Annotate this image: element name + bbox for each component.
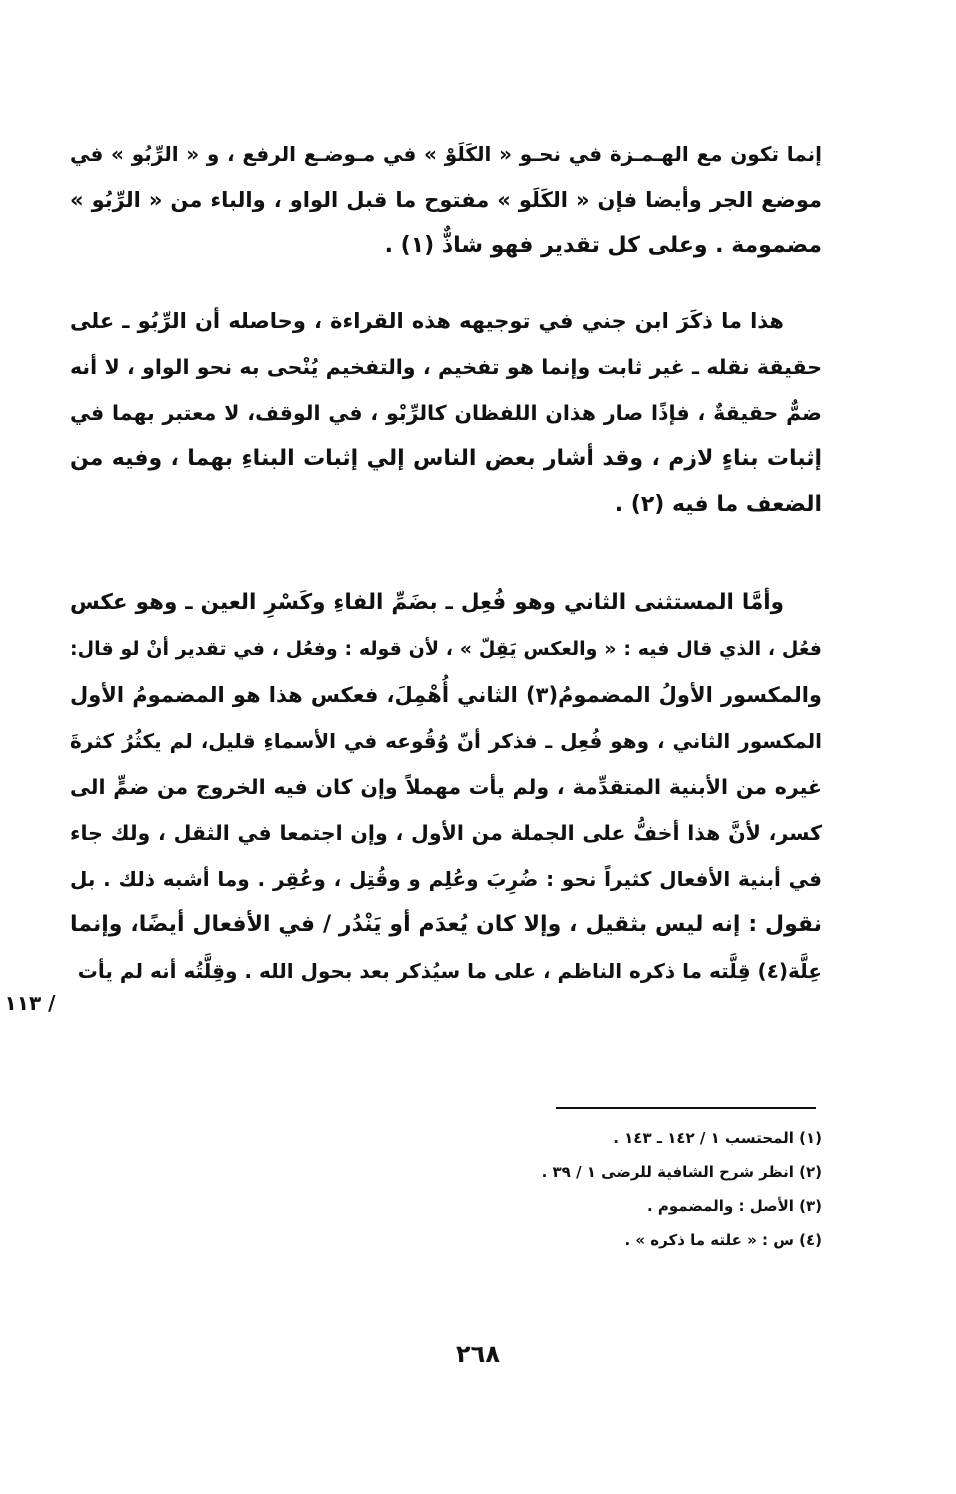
text-line: نقول : إنه ليس بثقيل ، وإلا كان يُعدَم أو يَنْدُر / في الأفعال أيضًا، وإنما — [70, 912, 822, 937]
text-line: غيره من الأبنية المتقدِّمة ، ولم يأت مهملاً وإن كان فيه الخروج من ضمٍّ الى — [70, 775, 822, 799]
text-line: موضع الجر وأيضا فإن « الكَلَو » مفتوح ما قبل الواو ، والباء من « الرِّبُو » — [70, 188, 822, 212]
text-line: ضمٌّ حقيقةٌ ، فإذًا صار هذان اللفظان كالرِّبْو ، في الوقف، لا معتبر بهما في — [70, 401, 822, 425]
paragraph-2 — [70, 298, 822, 528]
text-line: عِلَّة(٤) قِلَّته ما ذكره الناظم ، على ما سيُذكر بعد بحول الله . وقِلَّتُه أنه لم يأت — [77, 959, 822, 983]
text-line: إثبات بناءٍ لازم ، وقد أشار بعض الناس إلي إثبات البناءِ بهما ، وفيه من — [70, 446, 822, 471]
paragraph-3 — [70, 580, 822, 994]
text-line: حقيقة نقله ـ غير ثابت وإنما هو تفخيم ، والتفخيم يُنْحى به نحو الواو ، لا أنه — [70, 355, 822, 379]
text-line: مضمومة . وعلى كل تقدير فهو شاذٌّ (١) . — [384, 233, 822, 258]
footnote: (١) المحتسب ١ / ١٤٢ ـ ١٤٣ . — [613, 1129, 822, 1147]
footnote: (٤) س : « علته ما ذكره » . — [624, 1231, 822, 1249]
footnote-divider — [556, 1107, 816, 1109]
footnote: (٢) انظر شرح الشافية للرضى ١ / ٣٩ . — [541, 1163, 822, 1181]
footnote: (٣) الأصل : والمضموم . — [646, 1197, 822, 1215]
paragraph-1 — [70, 131, 822, 269]
text-line: الضعف ما فيه (٢) . — [614, 492, 822, 517]
text-line: فعُل ، الذي قال فيه : « والعكس يَقِلّ » ، لأن قوله : وفعُل ، في تقدير أنْ لو قال: — [70, 638, 822, 660]
footnotes — [420, 1121, 822, 1257]
text-line: المكسور الثاني ، وهو فُعِل ـ فذكر أنّ وُقُوعه في الأسماءِ قليل، لم يكثُرُ كثرةَ — [70, 729, 822, 753]
text-line: كسر، لأنَّ هذا أخفُّ على الجملة من الأول ، وإن اجتمعا في الثقل ، ولك جاء — [70, 821, 822, 845]
text-line: هذا ما ذكَرَ ابن جني في توجيهه هذه القراءة ، وحاصله أن الرِّبُو ـ على — [70, 309, 784, 333]
text-line: وأمَّا المستثنى الثاني وهو فُعِل ـ بضَمِّ الفاءِ وكَسْرِ العين ـ وهو عكس — [70, 590, 784, 615]
text-line: والمكسور الأولُ المضمومُ(٣) الثاني أُهْمِلَ، فعكس هذا هو المضمومُ الأول — [70, 683, 822, 707]
text-line: إنما تكون مع الهـمـزة في نحـو « الكَلَوْ » في مـوضـع الرفع ، و « الرِّبُو » في — [70, 142, 822, 166]
page-number: ٢٦٨ — [456, 1340, 500, 1368]
margin-page-reference: / ١١٣ — [4, 991, 56, 1015]
text-line: في أبنية الأفعال كثيراً نحو : ضُرِبَ وعُلِم و وقُتِل ، وعُقِر . وما أشبه ذلك . بل — [70, 867, 822, 891]
